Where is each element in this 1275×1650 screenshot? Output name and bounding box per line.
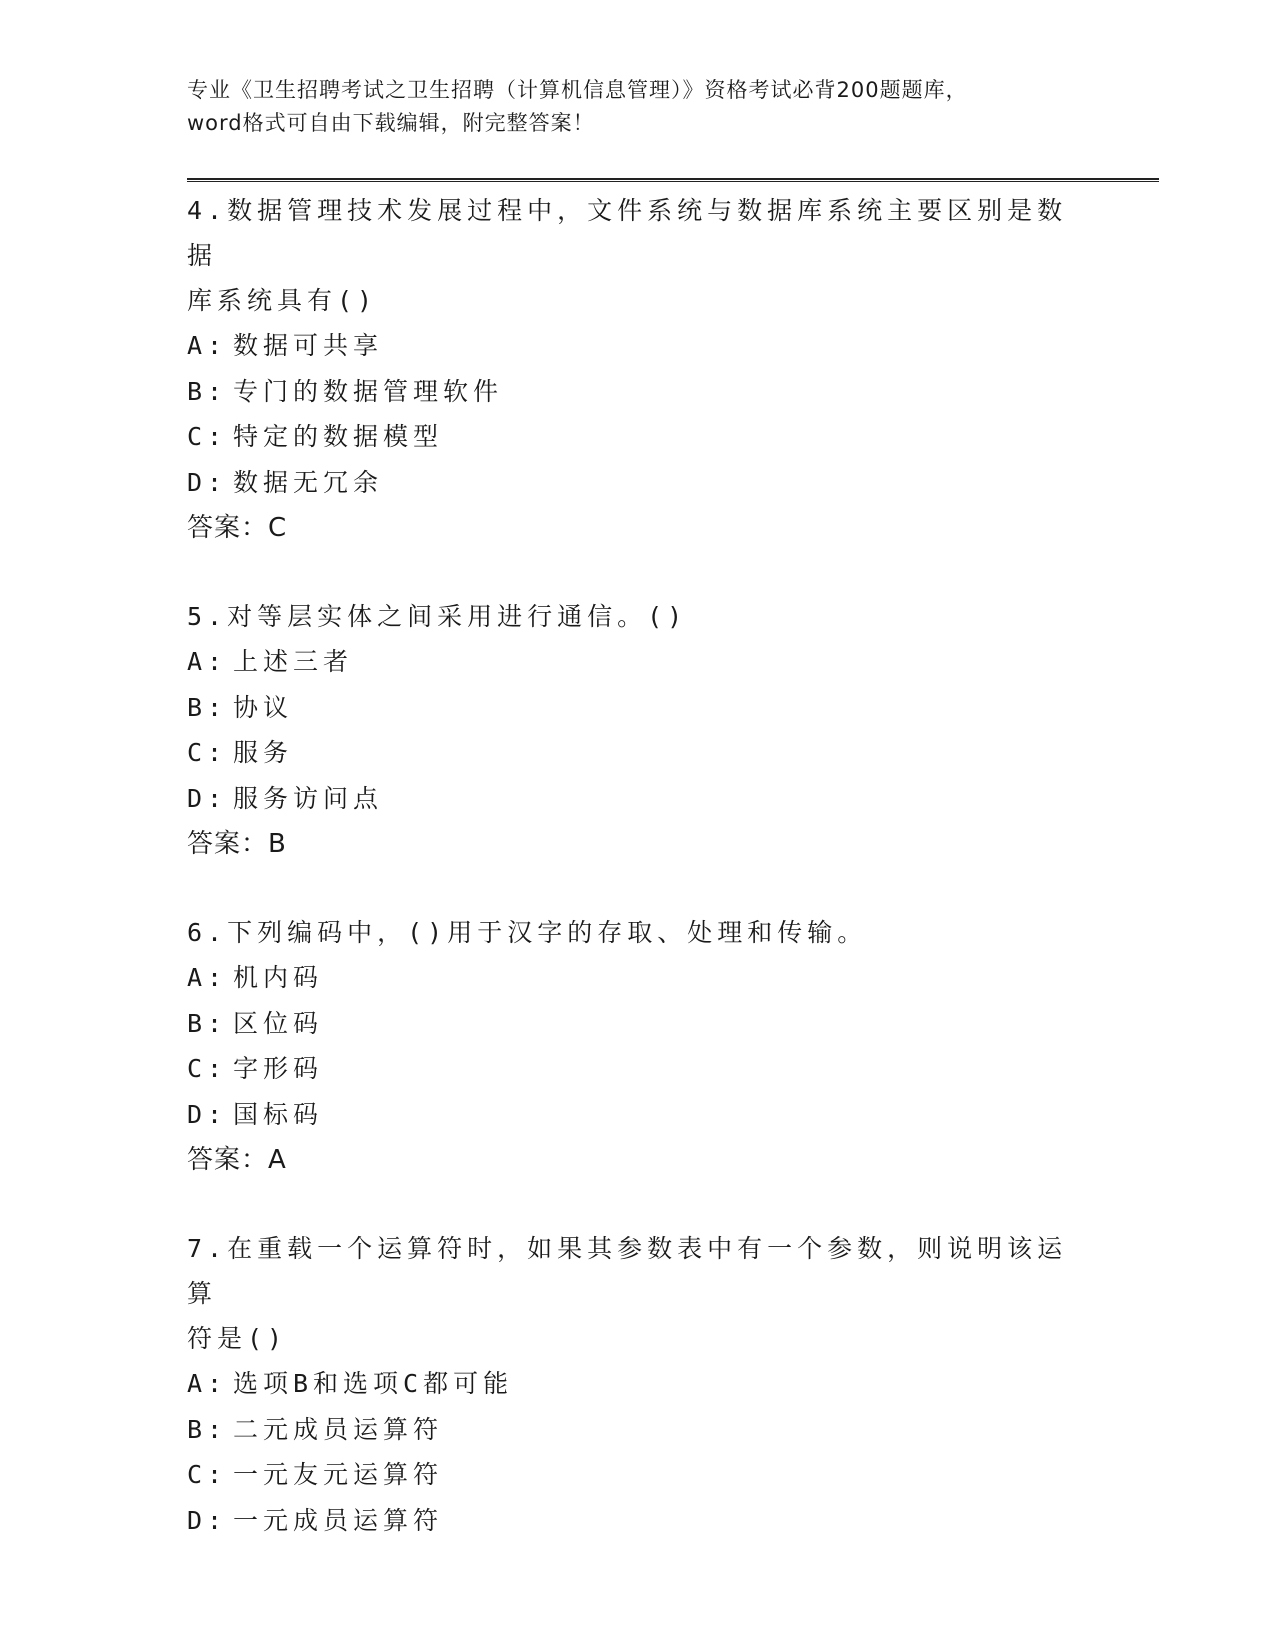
option-d: [187, 776, 1087, 822]
option-letter: D:: [187, 1505, 228, 1535]
option-text: 二元成员运算符: [233, 1414, 444, 1444]
option-letter: C:: [187, 422, 228, 451]
option-text: 特定的数据模型: [233, 422, 444, 451]
option-letter: A:: [187, 647, 228, 676]
option-letter: B:: [187, 376, 228, 406]
question-stem-line: 6.下列编码中，()用于汉字的存取、处理和传输。: [187, 918, 868, 947]
option-letter: A:: [187, 331, 228, 360]
option-text: 数据可共享: [233, 331, 384, 360]
option-letter: B:: [187, 1008, 228, 1038]
option-text: 机内码: [233, 963, 324, 992]
option-text: 专门的数据管理软件: [233, 376, 504, 406]
option-letter: D:: [187, 783, 228, 813]
question-stem-line: 库系统具有(): [187, 286, 378, 315]
answer-line: 答案：C: [187, 513, 288, 543]
question-6: [187, 910, 1087, 1183]
option-c: [187, 730, 1087, 776]
option-letter: A:: [187, 1369, 228, 1398]
question-7: [187, 1226, 1087, 1543]
option-b: [187, 369, 1087, 415]
option-a: [187, 1361, 1087, 1407]
option-letter: C:: [187, 1054, 228, 1083]
option-text: 服务: [233, 738, 294, 767]
option-b: [187, 685, 1087, 731]
question-stem-line: 符是(): [187, 1324, 288, 1353]
header-divider: [187, 178, 1159, 182]
option-c: [187, 1046, 1087, 1092]
option-text: 数据无冗余: [233, 467, 384, 497]
option-text: 国标码: [233, 1099, 324, 1129]
question-stem-line: 7.在重载一个运算符时，如果其参数表中有一个参数，则说明该运算: [187, 1234, 1068, 1308]
option-b: [187, 1001, 1087, 1047]
option-c: [187, 414, 1087, 460]
option-text: 服务访问点: [233, 783, 384, 813]
option-text: 一元成员运算符: [233, 1505, 444, 1535]
option-letter: B:: [187, 692, 228, 722]
option-a: [187, 639, 1087, 685]
option-d: [187, 1498, 1087, 1544]
question-5: [187, 594, 1087, 867]
question-4: [187, 188, 1087, 551]
option-text: 区位码: [233, 1008, 324, 1038]
option-text: 一元友元运算符: [233, 1460, 444, 1489]
header-line-2: word格式可自由下载编辑，附完整答案！: [187, 111, 595, 135]
option-letter: C:: [187, 738, 228, 767]
option-text: 选项B和选项C都可能: [233, 1369, 514, 1398]
option-d: [187, 1092, 1087, 1138]
option-letter: D:: [187, 467, 228, 497]
option-b: [187, 1407, 1087, 1453]
option-text: 协议: [233, 692, 294, 722]
option-letter: C:: [187, 1460, 228, 1489]
question-stem-line: 5.对等层实体之间采用进行通信。(): [187, 602, 688, 631]
document-header: [187, 74, 1087, 140]
option-a: [187, 955, 1087, 1001]
option-d: [187, 460, 1087, 506]
question-list: [187, 188, 1087, 1586]
answer-line: 答案：A: [187, 1145, 287, 1175]
option-c: [187, 1452, 1087, 1498]
option-letter: A:: [187, 963, 228, 992]
option-text: 上述三者: [233, 647, 354, 676]
header-line-1: 专业《卫生招聘考试之卫生招聘（计算机信息管理）》资格考试必背200题题库，: [187, 78, 968, 102]
option-letter: D:: [187, 1099, 228, 1129]
answer-line: 答案：B: [187, 829, 287, 859]
question-stem-line: 4.数据管理技术发展过程中，文件系统与数据库系统主要区别是数据: [187, 196, 1068, 270]
option-letter: B:: [187, 1414, 228, 1444]
option-text: 字形码: [233, 1054, 324, 1083]
option-a: [187, 323, 1087, 369]
